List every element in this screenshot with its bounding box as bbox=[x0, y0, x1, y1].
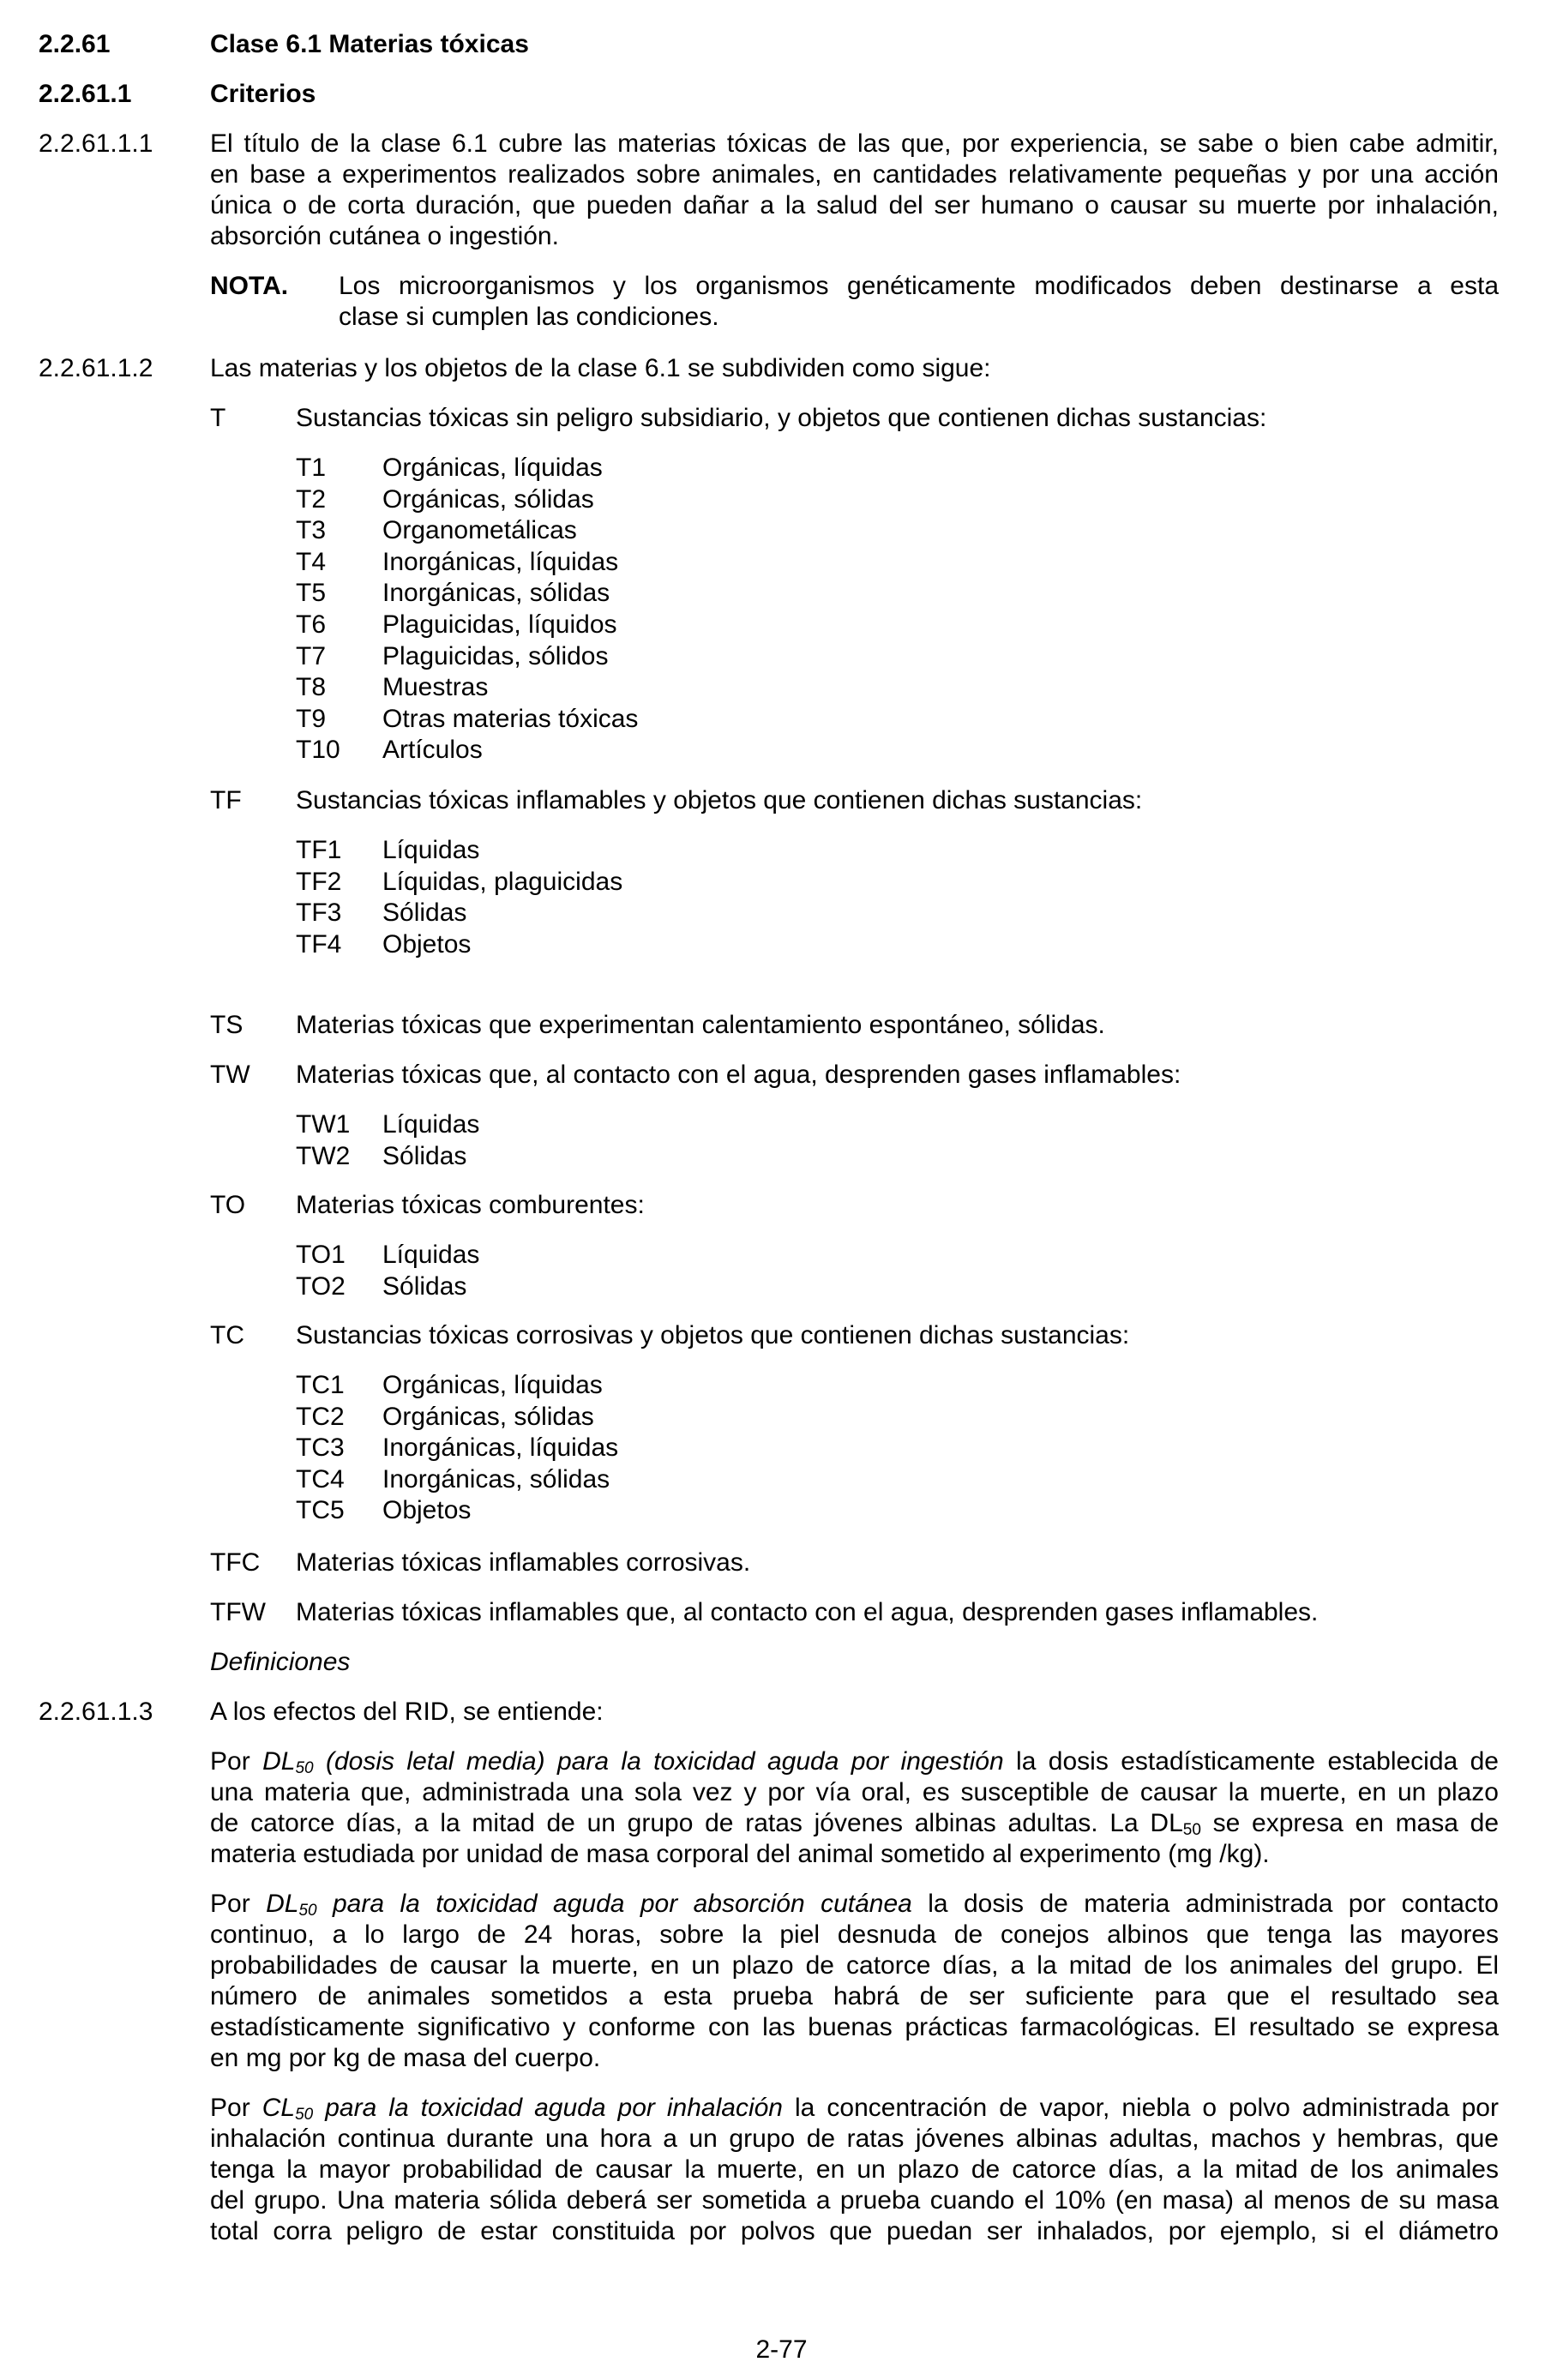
definition-line: del grupo. Una materia sólida deberá ser sometida a prueba cuando el 10% (en masa) al menos de su masa bbox=[210, 2186, 1499, 2215]
definition-line: materia estudiada por unidad de masa corporal del animal sometido al experimento (mg /kg). bbox=[210, 1840, 1270, 1868]
paragraph-number: 2.2.61.1.2 bbox=[39, 354, 153, 382]
subgroup-description: Orgánicas, líquidas bbox=[382, 1371, 603, 1399]
paragraph-line: absorción cutánea o ingestión. bbox=[210, 222, 559, 250]
group-code: TF bbox=[210, 786, 242, 814]
group-code: TS bbox=[210, 1011, 243, 1039]
subgroup-code: TF4 bbox=[296, 929, 342, 959]
subgroup-code: TO1 bbox=[296, 1241, 346, 1269]
paragraph-line: El título de la clase 6.1 cubre las materias tóxicas de las que, por experiencia, se sabe o bien cabe admitir, bbox=[210, 129, 1499, 158]
paragraph-line: única o de corta duración, que pueden dañar a la salud del ser humano o causar su muerte por inhalación, bbox=[210, 191, 1499, 219]
subgroup-description: Objetos bbox=[382, 929, 472, 959]
definition-line: Por $CL_{50}$ para la toxicidad aguda por inhalación la concentración de vapor, niebla o polvo administrada por bbox=[210, 2094, 1499, 2124]
group-description: Materias tóxicas inflamables que, al contacto con el agua, desprenden gases inflamables. bbox=[296, 1598, 1319, 1626]
subgroup-code: TO2 bbox=[296, 1271, 346, 1301]
subgroup-description: Inorgánicas, líquidas bbox=[382, 547, 619, 576]
group-description: Materias tóxicas inflamables corrosivas. bbox=[296, 1548, 751, 1577]
subgroup-code: T10 bbox=[296, 736, 340, 765]
group-description: Materias tóxicas comburentes: bbox=[296, 1191, 645, 1219]
subgroup-code: T3 bbox=[296, 516, 327, 545]
subgroup-description: Otras materias tóxicas bbox=[382, 704, 639, 733]
subgroup-code: TC5 bbox=[296, 1496, 345, 1525]
definition-line: Por $DL_{50}$ (dosis letal media) para la toxicidad aguda por ingestión la dosis estadísticamente establecida de bbox=[210, 1747, 1499, 1777]
subgroup-description: Plaguicidas, sólidos bbox=[382, 641, 609, 670]
group-description: Materias tóxicas que experimentan calentamiento espontáneo, sólidas. bbox=[296, 1011, 1105, 1039]
section-title: Clase 6.1 Materias tóxicas bbox=[210, 30, 529, 58]
subgroup-code: T8 bbox=[296, 673, 327, 702]
subgroup-code: TF3 bbox=[296, 899, 342, 928]
page-number: 2-77 bbox=[755, 2335, 808, 2364]
subgroup-code: TC2 bbox=[296, 1402, 345, 1431]
definition-line: continuo, a lo largo de 24 horas, sobre la piel desnuda de conejos albinos que tenga las mayores bbox=[210, 1920, 1499, 1949]
subgroup-description: Líquidas bbox=[382, 1241, 480, 1269]
subgroup-code: T2 bbox=[296, 484, 327, 514]
subgroup-code: TC4 bbox=[296, 1464, 345, 1494]
subgroup-code: T1 bbox=[296, 454, 327, 482]
note-line: Los microorganismos y los organismos genéticamente modificados deben destinarse a esta bbox=[339, 272, 1499, 300]
criterios-number: 2.2.61.1 bbox=[39, 80, 132, 108]
subgroup-description: Inorgánicas, sólidas bbox=[382, 1464, 610, 1494]
definition-line: en mg por kg de masa del cuerpo. bbox=[210, 2044, 601, 2072]
group-description: Sustancias tóxicas inflamables y objetos que contienen dichas sustancias: bbox=[296, 786, 1143, 814]
group-code: TW bbox=[210, 1061, 250, 1089]
subgroup-description: Líquidas bbox=[382, 836, 480, 864]
subgroup-description: Artículos bbox=[382, 736, 483, 765]
paragraph-text: Las materias y los objetos de la clase 6.1 se subdividen como sigue: bbox=[210, 354, 991, 382]
definition-line: total corra peligro de estar constituida por polvos que puedan ser inhalados, por ejemplo, si el diámetro bbox=[210, 2217, 1499, 2245]
group-code: TO bbox=[210, 1191, 246, 1219]
paragraph-number: 2.2.61.1.3 bbox=[39, 1698, 153, 1726]
subgroup-description: Inorgánicas, sólidas bbox=[382, 579, 610, 608]
group-description: Sustancias tóxicas corrosivas y objetos que contienen dichas sustancias: bbox=[296, 1321, 1130, 1349]
subgroup-code: T5 bbox=[296, 579, 327, 608]
subgroup-code: TF1 bbox=[296, 836, 342, 864]
definitions-heading: Definiciones bbox=[210, 1648, 351, 1676]
paragraph-number: 2.2.61.1.1 bbox=[39, 129, 153, 158]
group-code: TFW bbox=[210, 1598, 266, 1626]
definition-line: de catorce días, a la mitad de un grupo de ratas jóvenes albinas adultas. La $DL_{50}$ se expresa en masa de bbox=[210, 1809, 1500, 1839]
subgroup-description: Muestras bbox=[382, 673, 489, 702]
subgroup-description: Sólidas bbox=[382, 899, 467, 928]
subgroup-description: Objetos bbox=[382, 1496, 472, 1525]
subgroup-description: Sólidas bbox=[382, 1271, 467, 1301]
definition-line: número de animales sometidos a esta prueba habrá de ser suficiente para que el resultado sea bbox=[210, 1982, 1499, 2010]
group-code: T bbox=[210, 404, 226, 432]
subgroup-code: T9 bbox=[296, 704, 327, 733]
paragraph-line: en base a experimentos realizados sobre animales, en cantidades relativamente pequeñas y por una acción bbox=[210, 160, 1499, 189]
definition-line: estadísticamente significativo y conforme con las buenas prácticas farmacológicas. El resultado se expresa bbox=[210, 2013, 1499, 2041]
definition-line: Por $DL_{50}$ para la toxicidad aguda por absorción cutánea la dosis de materia administrada por contacto bbox=[210, 1890, 1499, 1920]
subgroup-code: T4 bbox=[296, 547, 327, 576]
subgroup-code: TW2 bbox=[296, 1141, 351, 1170]
subgroup-description: Sólidas bbox=[382, 1141, 467, 1170]
subgroup-description: Líquidas, plaguicidas bbox=[382, 867, 623, 896]
definition-line: tenga la mayor probabilidad de causar la muerte, en un plazo de catorce días, a la mitad de los animales bbox=[210, 2155, 1499, 2184]
group-description: Sustancias tóxicas sin peligro subsidiario, y objetos que contienen dichas sustancias: bbox=[296, 404, 1267, 432]
section-number: 2.2.61 bbox=[39, 30, 111, 58]
paragraph-text: A los efectos del RID, se entiende: bbox=[210, 1698, 604, 1726]
subgroup-description: Orgánicas, líquidas bbox=[382, 454, 603, 482]
subgroup-description: Inorgánicas, líquidas bbox=[382, 1433, 619, 1463]
group-code: TC bbox=[210, 1321, 244, 1349]
note-label: NOTA. bbox=[210, 272, 289, 300]
subgroup-code: TC1 bbox=[296, 1371, 345, 1399]
note-line: clase si cumplen las condiciones. bbox=[339, 303, 719, 331]
subgroup-code: T6 bbox=[296, 610, 327, 639]
subgroup-code: TF2 bbox=[296, 867, 342, 896]
definition-line: probabilidades de causar la muerte, en un plazo de catorce días, a la mitad de los animales del grupo. El bbox=[210, 1951, 1499, 1980]
subgroup-code: TW1 bbox=[296, 1110, 351, 1139]
subgroup-description: Orgánicas, sólidas bbox=[382, 484, 594, 514]
definition-line: una materia que, administrada una sola vez y por vía oral, es susceptible de causar la muerte, en un plazo bbox=[210, 1778, 1499, 1806]
subgroup-description: Plaguicidas, líquidos bbox=[382, 610, 617, 639]
subgroup-description: Líquidas bbox=[382, 1110, 480, 1139]
subgroup-code: T7 bbox=[296, 641, 327, 670]
group-code: TFC bbox=[210, 1548, 261, 1577]
group-description: Materias tóxicas que, al contacto con el agua, desprenden gases inflamables: bbox=[296, 1061, 1181, 1089]
subgroup-code: TC3 bbox=[296, 1433, 345, 1463]
subgroup-description: Organometálicas bbox=[382, 516, 577, 545]
definition-line: inhalación continua durante una hora a un grupo de ratas jóvenes albinas adultas, machos y hembras, que bbox=[210, 2125, 1499, 2153]
criterios-title: Criterios bbox=[210, 80, 316, 108]
subgroup-description: Orgánicas, sólidas bbox=[382, 1402, 594, 1431]
